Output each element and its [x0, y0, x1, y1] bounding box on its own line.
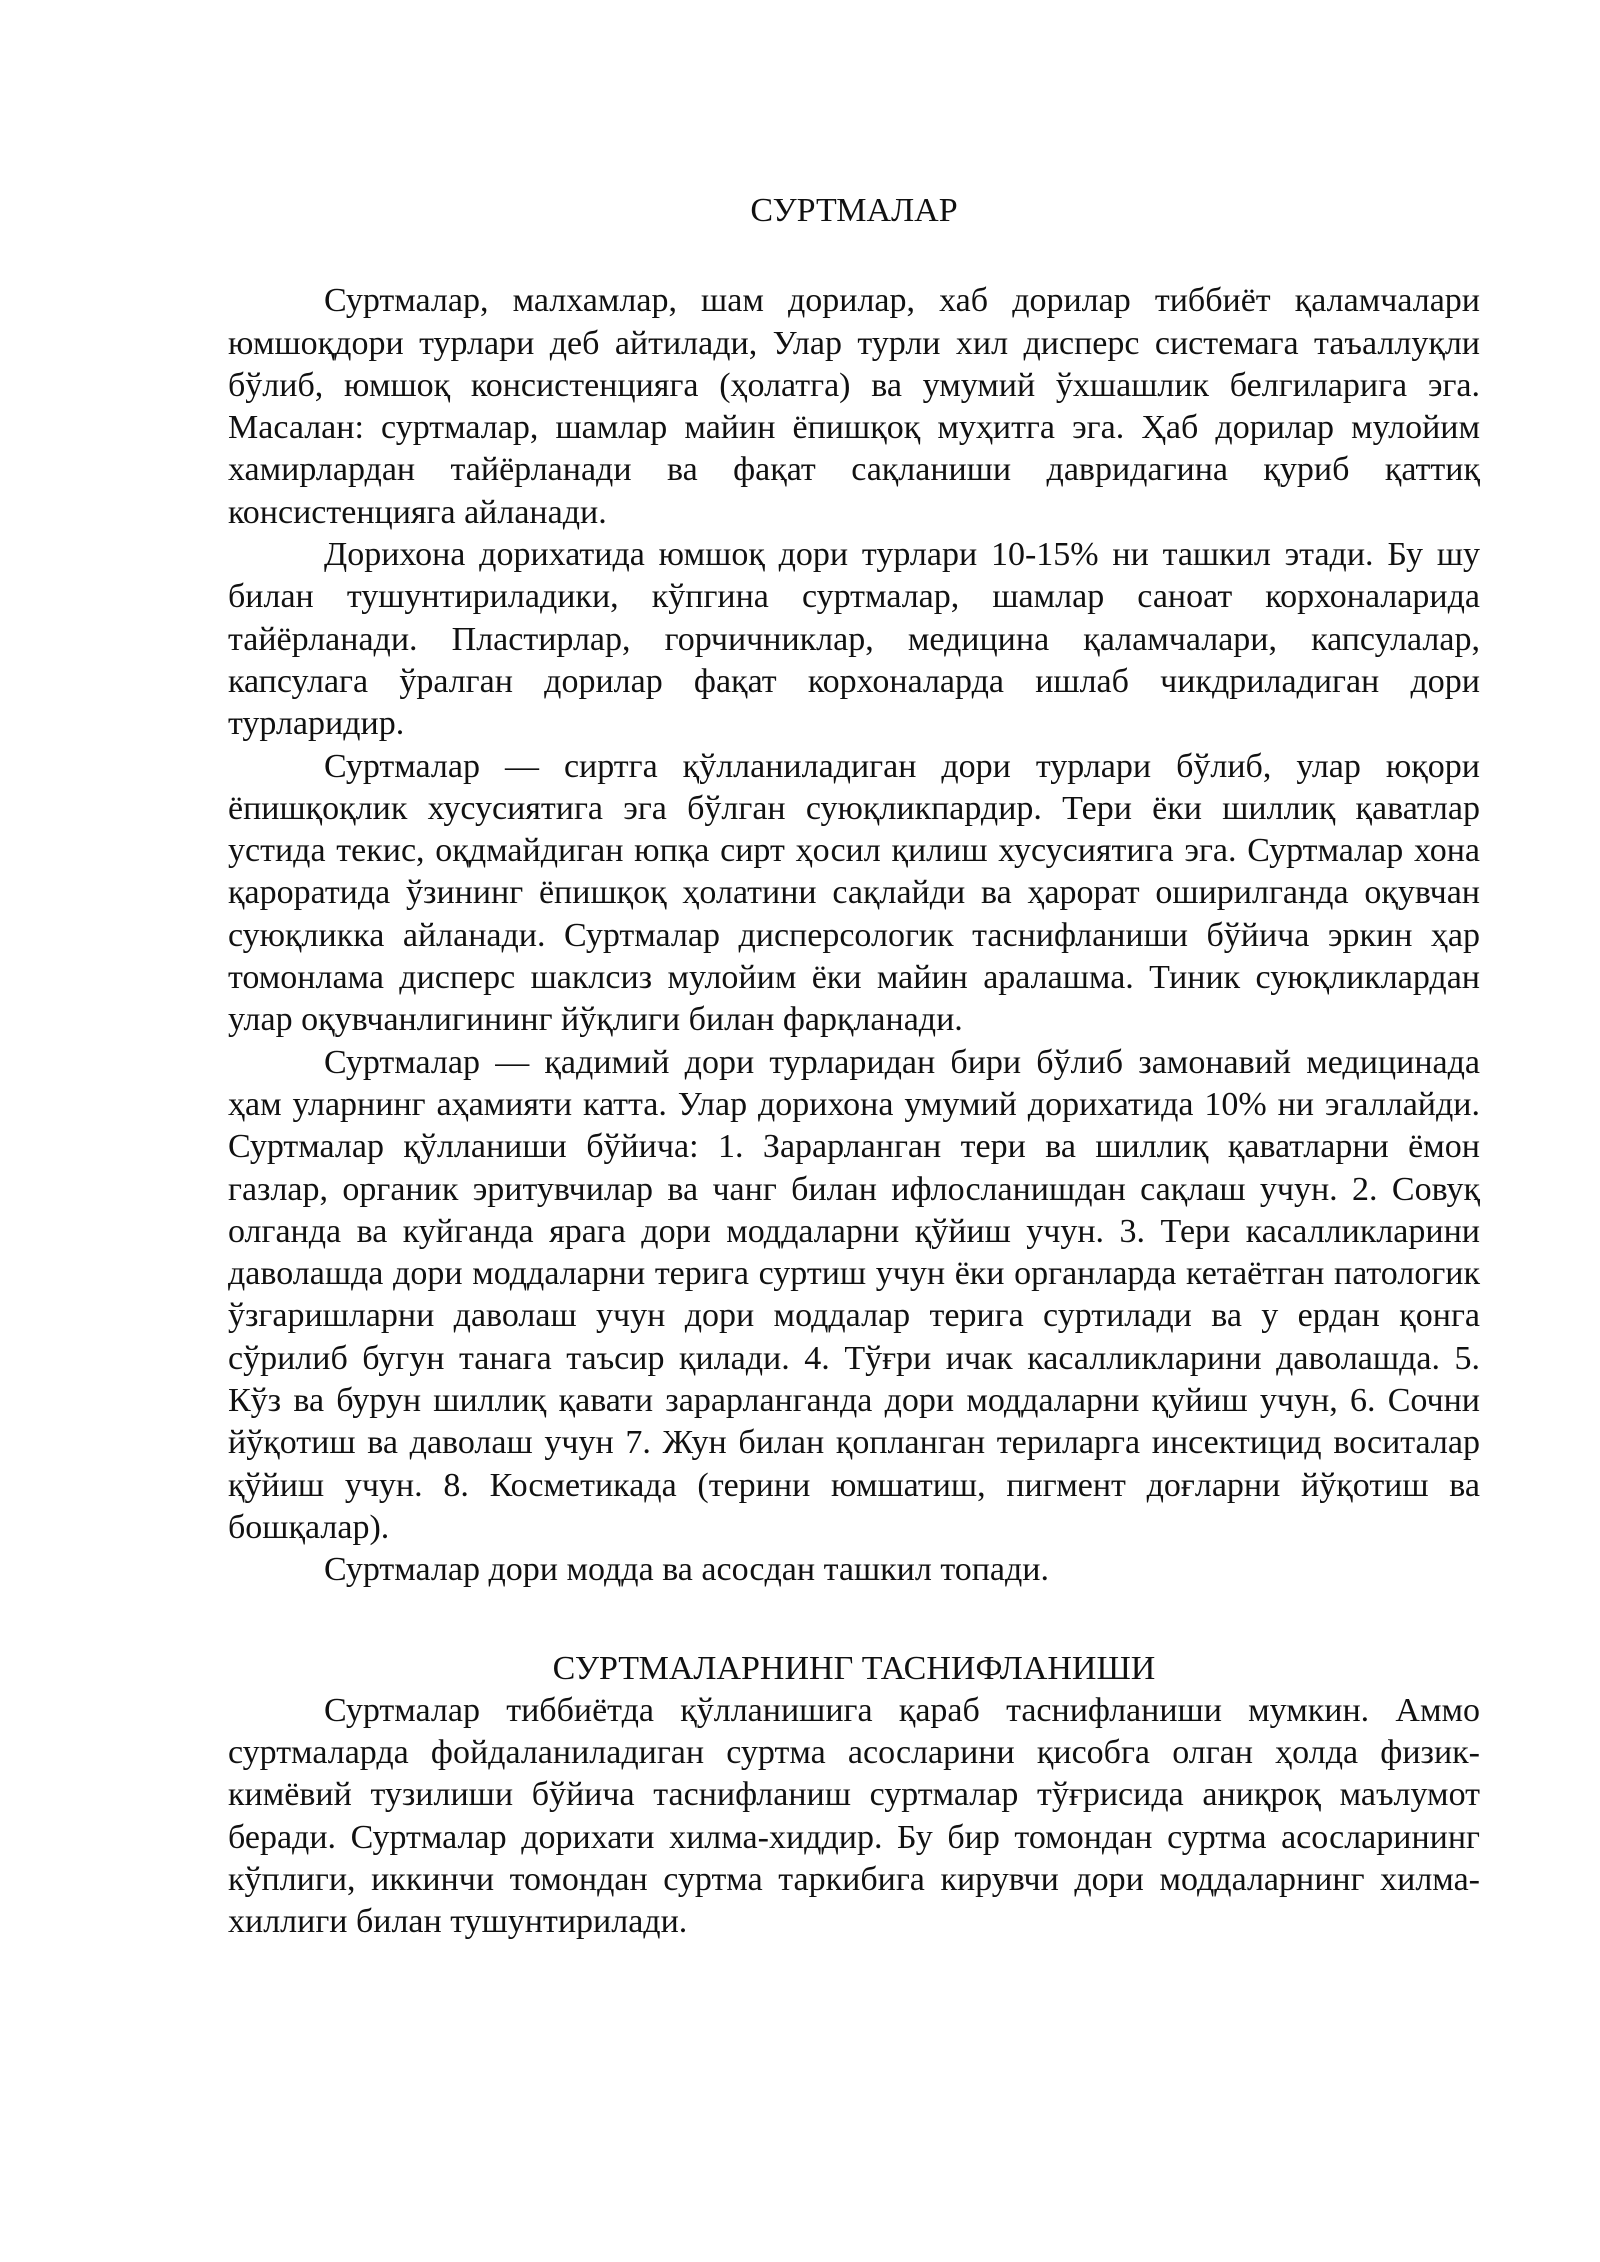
document-page — [228, 190, 1480, 1944]
document-title: СУРТМАЛАР — [750, 192, 958, 229]
section-heading: СУРТМАЛАРНИНГ ТАСНИФЛАНИШИ — [552, 1649, 1156, 1687]
paragraph: Суртмалар тиббиётда қўлланишига қараб таснифланиши мумкин. Аммо суртмаларда фойдаланиладиган суртма асосларини қисобга олган ҳолда физик-кимёвий тузилиши бўйича таснифланиш суртмалар тўғрисида аниқроқ маълумот беради. Суртмалар дорихати хилма-хиддир. Бу бир томондан суртма асосларининг кўплиги, иккинчи томондан суртма таркибига кирувчи дори моддаларнинг хилма-хиллиги билан тушунтирилади. — [228, 1691, 1480, 1941]
paragraph: Суртмалар — сиртга қўлланиладиган дори турлари бўлиб, улар юқори ёпишқоқлик хусусиятига эга бўлган суюқликпардир. Тери ёки шиллиқ қаватлар устида текис, оқдмайдиган юпқа сирт ҳосил қилиш хусусиятига эга. Суртмалар хона қароратида ўзининг ёпишқоқ ҳолатини сақлайди ва ҳарорат оширилганда оқувчан суюқликка айланади. Суртмалар дисперсологик таснифланиши бўйича эркин ҳар томонлама дисперс шаклсиз мулойим ёки майин аралашма. Тиник суюқликлардан улар оқувчанлигининг йўқлиги билан фарқланади. — [228, 747, 1480, 1039]
paragraph: Суртмалар — қадимий дори турларидан бири бўлиб замонавий медицинада ҳам уларнинг аҳамияти катта. Улар дорихона умумий дорихатида 10% ни эгаллайди. Суртмалар қўлланиши бўйича: 1. Зарарланган тери ва шиллиқ қаватларни ёмон газлар, органик эритувчилар ва чанг билан ифлосланишдан сақлаш учун. 2. Совуқ олганда ва куйганда ярага дори моддаларни қўйиш учун. 3. Тери касалликларини даволашда дори моддаларни терига суртиш учун ёки органларда кетаётган патологик ўзгаришларни даволаш учун дори моддалар терига суртилади ва у ердан қонга сўрилиб бугун танага таъсир қилади. 4. Тўғри ичак касалликларини даволашда. 5. Кўз ва бурун шиллиқ қавати зарарланганда дори моддаларни қуйиш учун, 6. Сочни йўқотиш ва даволаш учун 7. Жун билан қопланган териларга инсектицид воситалар қўйиш учун. 8. Косметикада (терини юмшатиш, пигмент доғларни йўқотиш ва бошқалар). — [228, 1043, 1480, 1546]
paragraph: Дорихона дорихатида юмшоқ дори турлари 10-15% ни ташкил этади. Бу шу билан тушунтириладики, кўпгина суртмалар, шамлар саноат корхоналарида тайёрланади. Пластирлар, горчичниклар, медицина қаламчалари, капсулалар, капсулага ўралган дорилар фақат корхоналарда ишлаб чикдриладиган дори турларидир. — [228, 536, 1480, 743]
paragraph: Суртмалар, малхамлар, шам дорилар, хаб дорилар тиббиёт қаламчалари юмшоқдори турлари деб айтилади, Улар турли хил дисперс системага таъаллуқли бўлиб, юмшоқ консистенцияга (ҳолатга) ва умумий ўхшашлик белгиларига эга. Масалан: суртмалар, шамлар майин ёпишқоқ муҳитга эга. Ҳаб дорилар мулойим хамирлардан тайёрланади ва фақат сақланиши давридагина қуриб қаттиқ консистенцияга айланади. — [228, 282, 1480, 531]
paragraph: Суртмалар дори модда ва асосдан ташкил топади. — [324, 1551, 1050, 1589]
